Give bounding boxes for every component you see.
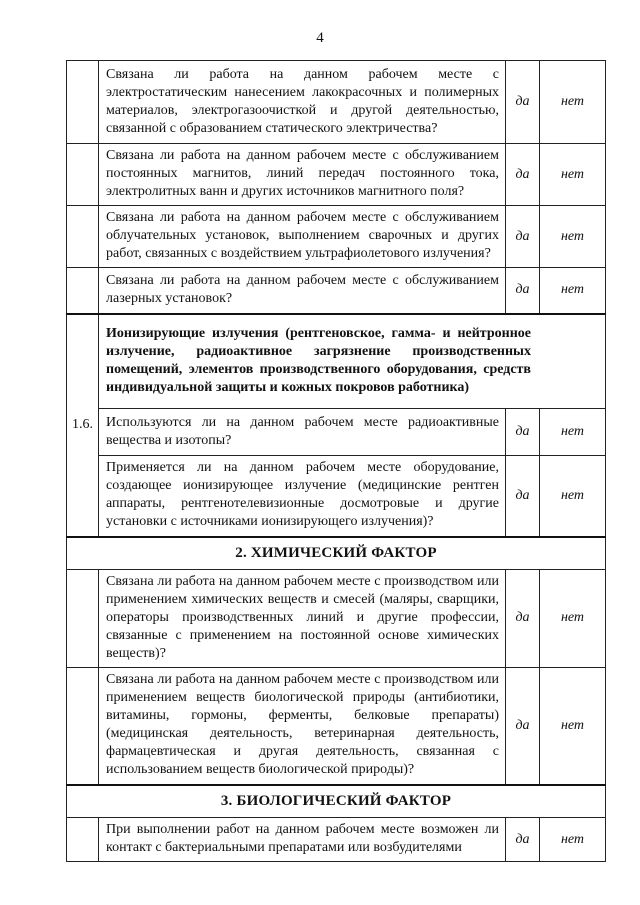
answer-yes[interactable]: да bbox=[506, 144, 540, 206]
question-text: Связана ли работа на данном рабочем месте с электростатическим нанесением лакокрасочных и полимерных материалов, электрогазоочисткой и другой деятельностью, связанной с образованием статического электричества? bbox=[99, 61, 506, 144]
section-row bbox=[67, 537, 606, 570]
question-text: Связана ли работа на данном рабочем месте с обслуживанием постоянных магнитов, линий передач постоянного тока, электролитных ванн и других источников магнитного поля? bbox=[99, 144, 506, 206]
answer-no[interactable]: нет bbox=[540, 206, 606, 268]
question-text: При выполнении работ на данном рабочем месте возможен ли контакт с бактериальными препаратами или возбудителями bbox=[99, 818, 506, 862]
question-row bbox=[67, 409, 606, 456]
answer-yes[interactable]: да bbox=[506, 61, 540, 144]
answer-yes[interactable]: да bbox=[506, 409, 540, 456]
section-row bbox=[67, 785, 606, 818]
question-text: Связана ли работа на данном рабочем месте с производством или применением химических веществ и смесей (маляры, сварщики, операторы производственных линий и другие профессии, связанные с применением на постоянной основе химических веществ)? bbox=[99, 569, 506, 667]
number-cell bbox=[67, 61, 99, 144]
group-heading: Ионизирующие излучения (рентгеновское, гамма- и нейтронное излучение, радиоактивное загрязнение производственных помещений, элементов производственного оборудования, средств индивидуальной защиты и кожных покровов работника) bbox=[99, 314, 606, 409]
answer-no[interactable]: нет bbox=[540, 818, 606, 862]
answer-no[interactable]: нет bbox=[540, 268, 606, 314]
number-cell bbox=[67, 268, 99, 314]
question-text: Связана ли работа на данном рабочем месте с обслуживанием лазерных установок? bbox=[99, 268, 506, 314]
answer-no[interactable]: нет bbox=[540, 569, 606, 667]
question-row bbox=[67, 206, 606, 268]
answer-no[interactable]: нет bbox=[540, 667, 606, 785]
question-row bbox=[67, 569, 606, 667]
question-text: Связана ли работа на данном рабочем месте с производством или применением веществ биологической природы (антибиотики, витамины, гормоны, ферменты, белковые препараты) (медицинская деятельность, ветеринарная деятельность, фармацевтическая и другая деятельность, связанная с использованием веществ биологической природы)? bbox=[99, 667, 506, 785]
question-text: Используются ли на данном рабочем месте радиоактивные вещества и изотопы? bbox=[99, 409, 506, 456]
answer-yes[interactable]: да bbox=[506, 268, 540, 314]
section-title: 3. БИОЛОГИЧЕСКИЙ ФАКТОР bbox=[67, 785, 606, 818]
question-text: Связана ли работа на данном рабочем месте с обслуживанием облучательных установок, выполнением сварочных и других работ, связанных с воздействием ультрафиолетового излучения? bbox=[99, 206, 506, 268]
number-cell bbox=[67, 818, 99, 862]
group-number-cell bbox=[67, 314, 99, 537]
question-row bbox=[67, 667, 606, 785]
section-title: 2. ХИМИЧЕСКИЙ ФАКТОР bbox=[67, 537, 606, 570]
group-heading-row bbox=[67, 314, 606, 409]
answer-no[interactable]: нет bbox=[540, 409, 606, 456]
answer-no[interactable]: нет bbox=[540, 144, 606, 206]
question-row bbox=[67, 268, 606, 314]
answer-yes[interactable]: да bbox=[506, 569, 540, 667]
group-number: 1.6. bbox=[72, 417, 93, 432]
question-row bbox=[67, 818, 606, 862]
answer-no[interactable]: нет bbox=[540, 61, 606, 144]
answer-yes[interactable]: да bbox=[506, 206, 540, 268]
question-row bbox=[67, 456, 606, 537]
question-text: Применяется ли на данном рабочем месте оборудование, создающее ионизирующее излучение (медицинские рентген аппараты, рентгенотелевизионные досмотровые и другие установки с источниками ионизирующего излучения)? bbox=[99, 456, 506, 537]
question-row bbox=[67, 144, 606, 206]
answer-yes[interactable]: да bbox=[506, 667, 540, 785]
answer-yes[interactable]: да bbox=[506, 456, 540, 537]
question-row bbox=[67, 61, 606, 144]
page-number: 4 bbox=[316, 30, 324, 46]
number-cell bbox=[67, 667, 99, 785]
questionnaire-table bbox=[66, 60, 606, 862]
number-cell bbox=[67, 569, 99, 667]
number-cell bbox=[67, 144, 99, 206]
answer-yes[interactable]: да bbox=[506, 818, 540, 862]
answer-no[interactable]: нет bbox=[540, 456, 606, 537]
number-cell bbox=[67, 206, 99, 268]
